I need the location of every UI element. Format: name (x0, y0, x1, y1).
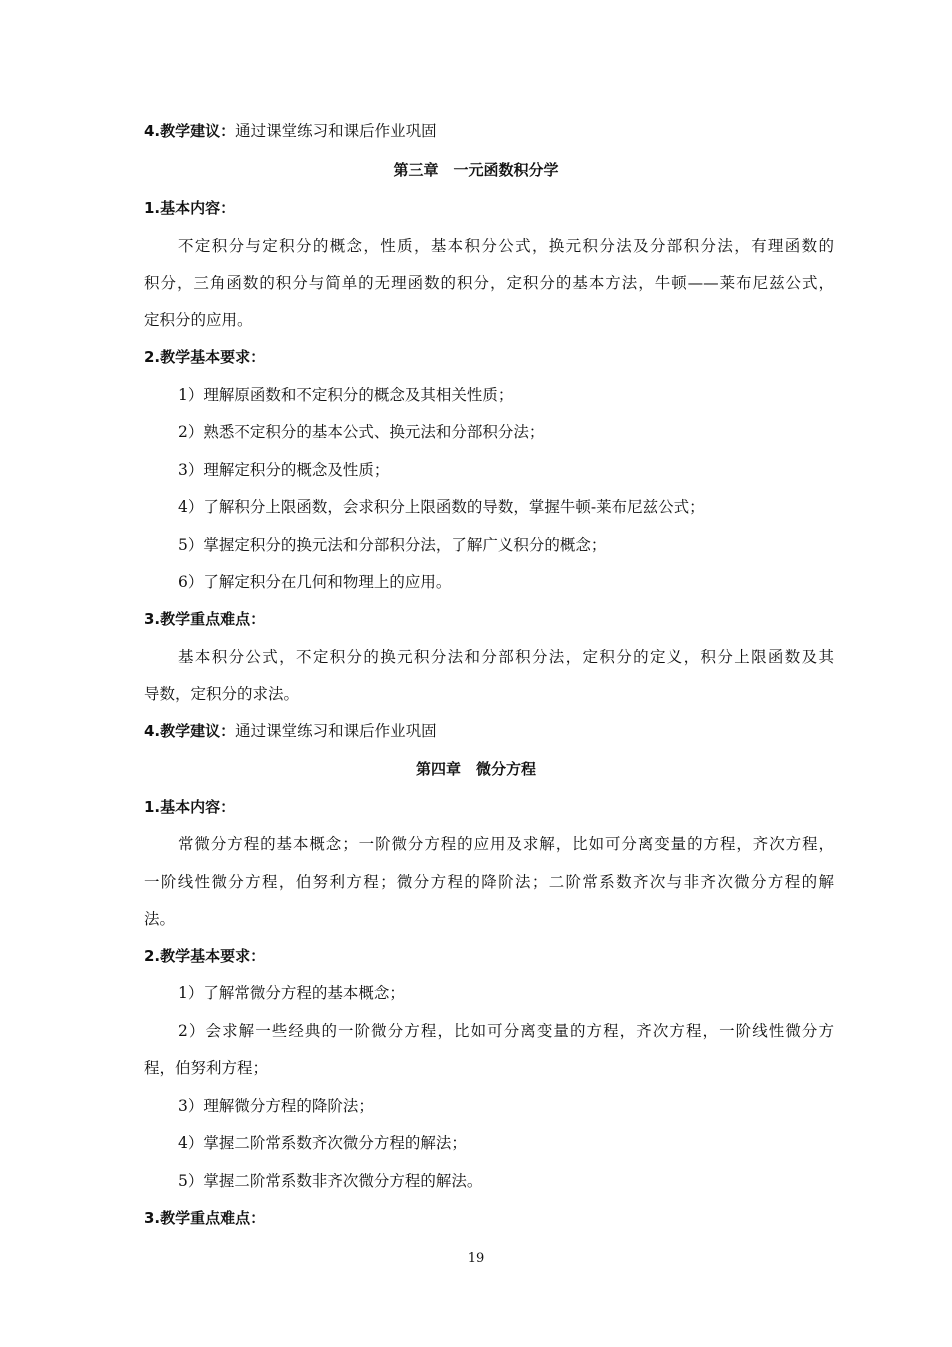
ch4-req-item: 5）掌握二阶常系数非齐次微分方程的解法。 (178, 1172, 483, 1190)
ch4-basic-label: 1.基本内容： (144, 798, 236, 816)
ch2-advice-text: 通过课堂练习和课后作业巩固 (235, 122, 437, 140)
ch3-req-item: 1）理解原函数和不定积分的概念及其相关性质； (178, 386, 514, 404)
ch3-title: 第三章 一元函数积分学 (393, 161, 559, 179)
ch3-key-line: 基本积分公式，不定积分的换元积分法和分部积分法，定积分的定义，积分上限函数及其 (178, 648, 834, 666)
ch3-req-item: 6）了解定积分在几何和物理上的应用。 (178, 573, 452, 591)
ch4-req-label: 2.教学基本要求： (144, 947, 266, 965)
ch4-basic-line: 一阶线性微分方程，伯努利方程；微分方程的降阶法；二阶常系数齐次与非齐次微分方程的解 (144, 873, 834, 891)
ch4-req-item: 程，伯努利方程； (144, 1059, 269, 1077)
ch4-title: 第四章 微分方程 (415, 760, 536, 778)
ch4-req-item: 1）了解常微分方程的基本概念； (178, 984, 405, 1002)
ch2-advice-label: 4.教学建议： (144, 122, 236, 140)
ch3-basic-line: 定积分的应用。 (144, 311, 253, 329)
ch3-req-label: 2.教学基本要求： (144, 348, 266, 366)
ch4-key-label: 3.教学重点难点： (144, 1209, 266, 1227)
ch3-advice-text: 通过课堂练习和课后作业巩固 (235, 722, 437, 740)
ch3-req-item: 5）掌握定积分的换元法和分部积分法，了解广义积分的概念； (178, 536, 607, 554)
ch4-req-item: 4）掌握二阶常系数齐次微分方程的解法； (178, 1134, 467, 1152)
ch3-basic-line: 积分，三角函数的积分与简单的无理函数的积分，定积分的基本方法，牛顿——莱布尼兹公式， (144, 274, 834, 292)
ch2-advice (144, 120, 834, 142)
ch3-advice (144, 720, 834, 742)
ch4-basic-line: 法。 (144, 910, 176, 928)
ch3-key-label: 3.教学重点难点： (144, 610, 266, 628)
ch3-basic-line: 不定积分与定积分的概念，性质，基本积分公式，换元积分法及分部积分法，有理函数的 (178, 237, 834, 255)
ch4-basic-line: 常微分方程的基本概念；一阶微分方程的应用及求解，比如可分离变量的方程，齐次方程， (178, 835, 834, 853)
ch4-req-item: 2）会求解一些经典的一阶微分方程，比如可分离变量的方程，齐次方程，一阶线性微分方 (178, 1022, 834, 1040)
ch3-req-item: 2）熟悉不定积分的基本公式、换元法和分部积分法； (178, 423, 545, 441)
ch3-key-line: 导数，定积分的求法。 (144, 685, 300, 703)
ch3-req-item: 3）理解定积分的概念及性质； (178, 461, 390, 479)
page-number: 19 (467, 1251, 485, 1266)
ch3-advice-label: 4.教学建议： (144, 722, 236, 740)
ch3-basic-label: 1.基本内容： (144, 199, 236, 217)
ch3-req-item: 4）了解积分上限函数，会求积分上限函数的导数，掌握牛顿-莱布尼兹公式； (178, 498, 705, 516)
ch4-req-item: 3）理解微分方程的降阶法； (178, 1097, 374, 1115)
